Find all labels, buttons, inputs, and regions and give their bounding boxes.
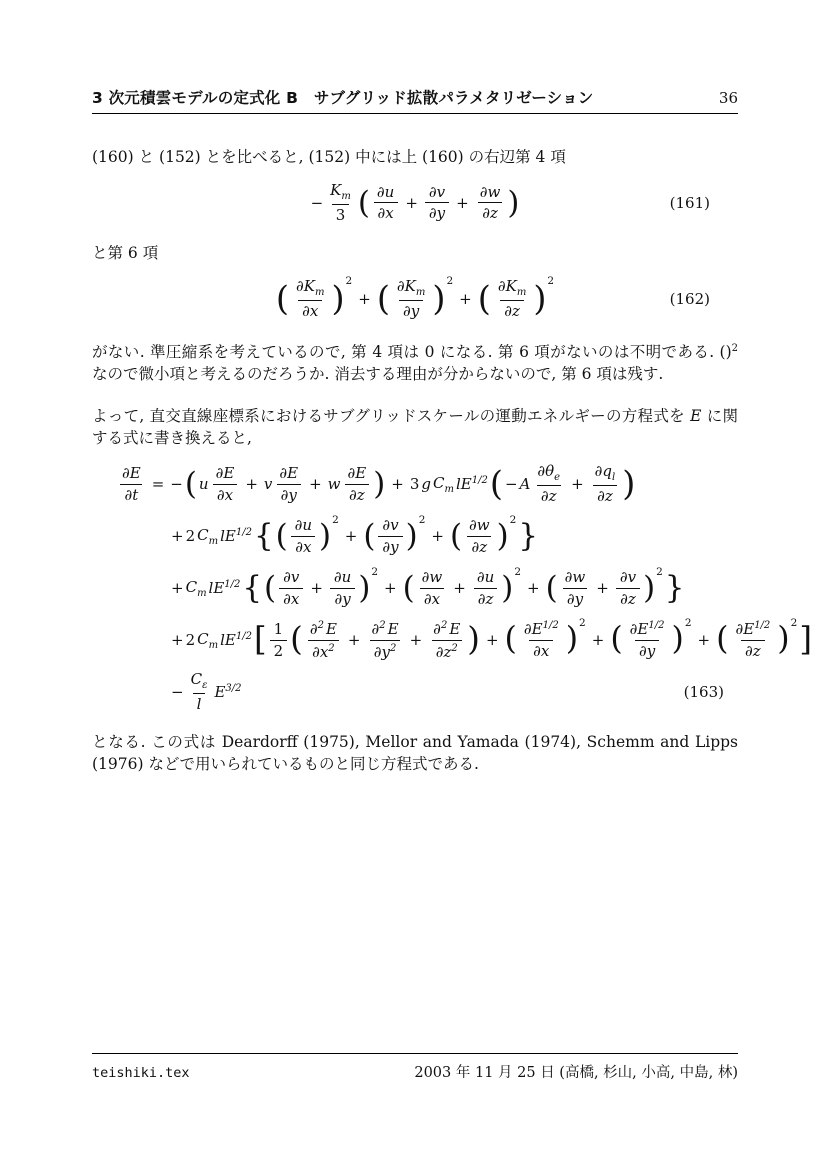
header-rule	[92, 113, 738, 114]
equation-163	[92, 459, 812, 717]
equation-162-number: (162)	[669, 290, 710, 308]
paragraph-term6: と第 6 項	[92, 244, 159, 262]
paragraph-discussion: がない. 準圧縮系を考えているので, 第 4 項は 0 になる. 第 6 項がないのは不明である. ()$^2$ なので微小項と考えるのだろうか. 消去する理由が分からないので, 第 6 項は残す.	[92, 343, 738, 384]
equation-163-line-3-math: + $C_m$ $lE^{1/2}$ { ( $\frac{\partial v}{\partial x}$ + $\frac{\partial u}{\partial y}$ ) 2 + ( $\frac{\partial w}{\partial x}$ + $\frac{\partial u}{\partial z}$ ) 2 + ( $\frac{\partial w}{\partial y}$ + $\frac{\partial v}{\partial z}$ ) 2 }	[171, 565, 685, 608]
header-title: 3 次元積雲モデルの定式化 B サブグリッド拡散パラメタリゼーション	[92, 89, 594, 107]
equation-163-line-4-math: + 2 $C_m$ $lE^{1/2}$ [ $\frac{1}{2}$ ( ∂$^2$ E $\partial x^2$ + ∂$^2$ E $\partial y^2$ + ∂$^2$ E $\partial z^2$ ) + ( $\frac{\partial E^{1/2}}{\partial x}$ ) 2 + ( $\frac{\partial E^{1/2}}{\partial y}$ ) 2 + ( $\frac{\partial E^{1/2}}{\partial z}$ ) 2 ]	[171, 617, 812, 661]
equation-162-math: ( $\frac{\partial K_m}{\partial x}$ ) 2 + ( $\frac{\partial K_m}{\partial y}$ ) 2 + ( $\frac{\partial K_m}{\partial z}$ ) 2	[275, 275, 555, 321]
paragraph-transition: よって, 直交直線座標系におけるサブグリッドスケールの運動エネルギーの方程式を E に関する式に書き換えると,	[92, 407, 738, 448]
page-content	[92, 0, 812, 775]
equation-163-line-2	[92, 511, 738, 561]
page-number: 36	[718, 89, 738, 107]
equation-161	[92, 176, 738, 230]
equation-161-number: (161)	[669, 194, 710, 212]
paragraph-conclusion: となる. この式は Deardorff (1975), Mellor and Yamada (1974), Schemm and Lipps (1976) などで用いられているものと同じ方程式である.	[92, 733, 738, 774]
page-header	[92, 0, 738, 108]
equation-163-line-4	[92, 615, 812, 665]
equation-163-line-1	[92, 459, 738, 509]
equation-161-math: − $\frac{K_m}{3}$ ( $\frac{\partial u}{\partial x}$ + $\frac{\partial v}{\partial y}$ + $\frac{\partial w}{\partial z}$ )	[310, 181, 520, 225]
page-footer	[92, 1053, 738, 1082]
equation-163-line-5-math: − $\frac{C_\varepsilon}{l}$ $E^{3/2}$	[171, 670, 242, 714]
footer-date-authors: 2003 年 11 月 25 日 (高橋, 杉山, 小高, 中島, 林)	[414, 1065, 738, 1081]
equation-163-line-1-math: $\frac{\partial E}{\partial t}$ = − ( u $\frac{\partial E}{\partial x}$ + v $\frac{\partial E}{\partial y}$ + w $\frac{\partial E}{\partial z}$ ) + 3 g $C_m$ $lE^{1/2}$ ( − A $\frac{\partial\theta_e}{\partial z}$ + $\frac{\partial q_l}{\partial z}$ )	[122, 462, 636, 506]
equation-163-line-2-math: + 2 $C_m$ $lE^{1/2}$ { ( $\frac{\partial u}{\partial x}$ ) 2 + ( $\frac{\partial v}{\partial y}$ ) 2 + ( $\frac{\partial w}{\partial z}$ ) 2 }	[171, 513, 538, 556]
footer-filename: teishiki.tex	[92, 1065, 190, 1081]
equation-163-line-5	[92, 667, 738, 717]
equation-163-number: (163)	[683, 683, 724, 702]
equation-162	[92, 272, 738, 326]
equation-163-line-3	[92, 563, 738, 613]
paragraph-intro: (160) と (152) とを比べると, (152) 中には上 (160) の右辺第 4 項	[92, 148, 566, 166]
